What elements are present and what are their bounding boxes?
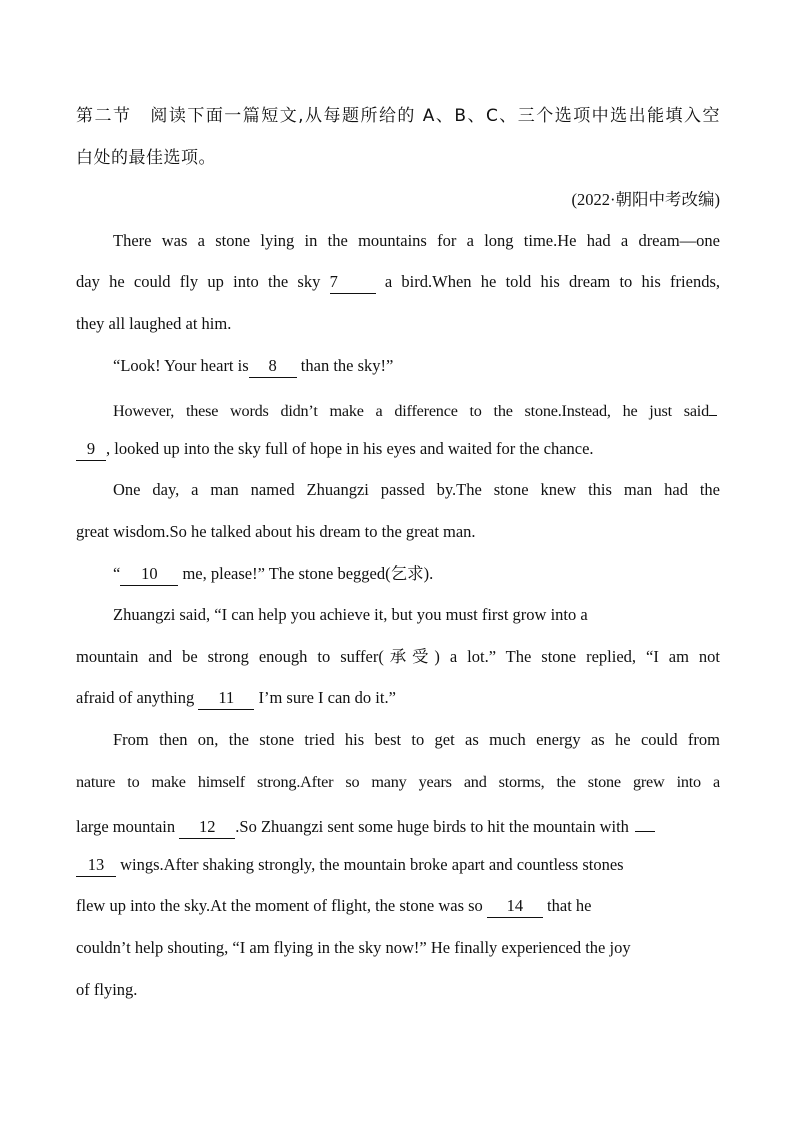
p4-line-1: One day, a man named Zhuangzi passed by.The stone knew this man had the [113,480,720,499]
source-note: (2022·朝阳中考改编) [571,190,720,209]
section-instruction-line-2: 白处的最佳选项。 [76,148,216,168]
p7-line-1: From then on, the stone tried his best to get as much energy as he could from [113,730,720,749]
p7-line-5: flew up into the sky.At the moment of flight, the stone was so 14 that he [76,892,720,920]
blank-10[interactable]: 10 [120,563,178,586]
p7-line-3: large mountain 12 .So Zhuangzi sent some huge birds to hit the mountain with [76,809,720,837]
p3-line-2: 9 , looked up into the sky full of hope in his eyes and waited for the chance. [76,435,720,463]
section-instruction-line-1 [76,102,720,130]
p5-line-1: “ 10 me, please!” The stone begged(乞求). [113,560,720,588]
blank-12[interactable]: 12 [179,816,235,839]
p2-line-1: “Look! Your heart is 8 than the sky!” [113,352,720,380]
p6-line-3: afraid of anything 11 I’m sure I can do it.” [76,684,720,712]
p7-line-2: nature to make himself strong.After so many years and storms, the stone grew into a [76,773,720,791]
p7-line-6: couldn’t help shouting, “I am flying in the sky now!” He finally experienced the joy [76,938,631,957]
p4-line-2: great wisdom.So he talked about his dream to the great man. [76,522,476,541]
p1-line-1: There was a stone lying in the mountains for a long time.He had a dream—one [113,231,720,250]
p1-line-2: day he could fly up into the sky 7 a bird.When he told his dream to his friends, [76,268,720,296]
section-title: 第二节 [76,106,132,126]
p6-line-2: mountain and be strong enough to suffer(承受) a lot.” The stone replied, “I am not [76,647,720,666]
blank-8[interactable]: 8 [249,355,297,378]
p7-line-4: 13 wings.After shaking strongly, the mountain broke apart and countless stones [76,851,720,879]
p3-line-1: However, these words didn’t make a difference to the stone.Instead, he just said [113,393,720,421]
blank-9[interactable]: 9 [76,438,106,461]
blank-13[interactable]: 13 [76,854,116,877]
p7-line-7: of flying. [76,980,138,999]
p1-line-3: they all laughed at him. [76,314,232,333]
blank-14[interactable]: 14 [487,895,543,918]
blank-11[interactable]: 11 [198,687,254,710]
section-instruction: 阅读下面一篇短文,从每题所给的 A、B、C、三个选项中选出能填入空 [149,106,721,126]
p6-line-1: Zhuangzi said, “I can help you achieve it, but you must first grow into a [113,605,588,624]
blank-7[interactable]: 7 [330,271,376,294]
